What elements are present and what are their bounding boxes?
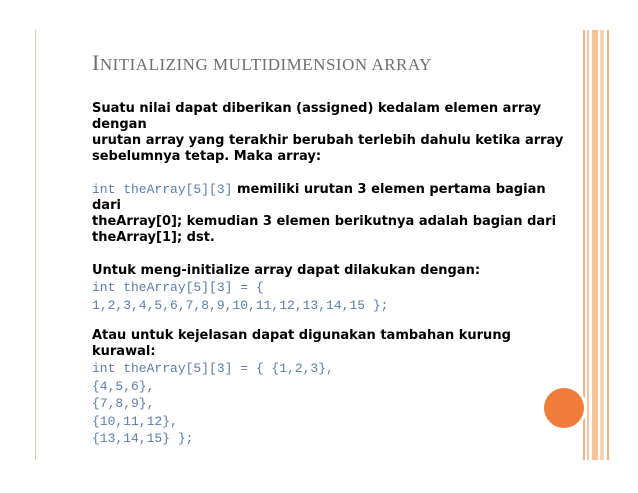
paragraph-4-text: Atau untuk kejelasan dapat digunakan tambahan kurung kurawal: <box>92 328 511 359</box>
slide-title <box>92 50 432 76</box>
stripe <box>600 30 604 460</box>
code-line: {4,5,6}, <box>92 378 155 394</box>
spacer <box>92 246 578 263</box>
paragraph-3-text: Untuk meng-initialize array dapat dilakukan dengan: <box>92 263 481 278</box>
stripe <box>607 30 609 460</box>
code-line: {7,8,9}, <box>92 396 155 411</box>
code-line: int theArray[5][3] = { <box>92 280 264 295</box>
inline-code-declaration: int theArray[5][3] <box>92 182 233 197</box>
title-rest: NITIALIZING MULTIDIMENSION ARRAY <box>99 55 432 74</box>
slide-content <box>92 101 578 448</box>
paragraph-2-line-1-text: memiliki urutan 3 elemen pertama bagian dari <box>92 182 546 213</box>
stripe <box>592 30 598 460</box>
spacer <box>92 165 578 182</box>
paragraph-2 <box>92 182 578 246</box>
paragraph-1-line-3: sebelumnya tetap. Maka array: <box>92 149 322 164</box>
paragraph-1-line-2: urutan array yang terakhir berubah terlebih dahulu ketika array <box>92 133 564 148</box>
spacer <box>92 314 578 328</box>
code-line: {10,11,12}, <box>92 413 178 429</box>
paragraph-2-line-3: theArray[1]; dst. <box>92 230 215 245</box>
code-line: int theArray[5][3] = { {1,2,3}, <box>92 361 334 376</box>
paragraph-4 <box>92 328 578 360</box>
left-decorative-line <box>35 30 36 460</box>
right-decorative-stripes <box>583 30 613 460</box>
paragraph-1-line-1: Suatu nilai dapat diberikan (assigned) kedalam elemen array dengan <box>92 101 542 132</box>
stripe <box>587 30 589 460</box>
title-first-letter: I <box>92 50 100 75</box>
paragraph-1 <box>92 101 578 165</box>
code-line: 1,2,3,4,5,6,7,8,9,10,11,12,13,14,15 }; <box>92 297 389 313</box>
code-line: {13,14,15} }; <box>92 431 194 446</box>
stripe <box>583 30 585 460</box>
paragraph-2-line-1 <box>92 182 578 214</box>
paragraph-3 <box>92 263 578 279</box>
paragraph-2-line-2: theArray[0]; kemudian 3 elemen berikutnya adalah bagian dari <box>92 214 557 229</box>
